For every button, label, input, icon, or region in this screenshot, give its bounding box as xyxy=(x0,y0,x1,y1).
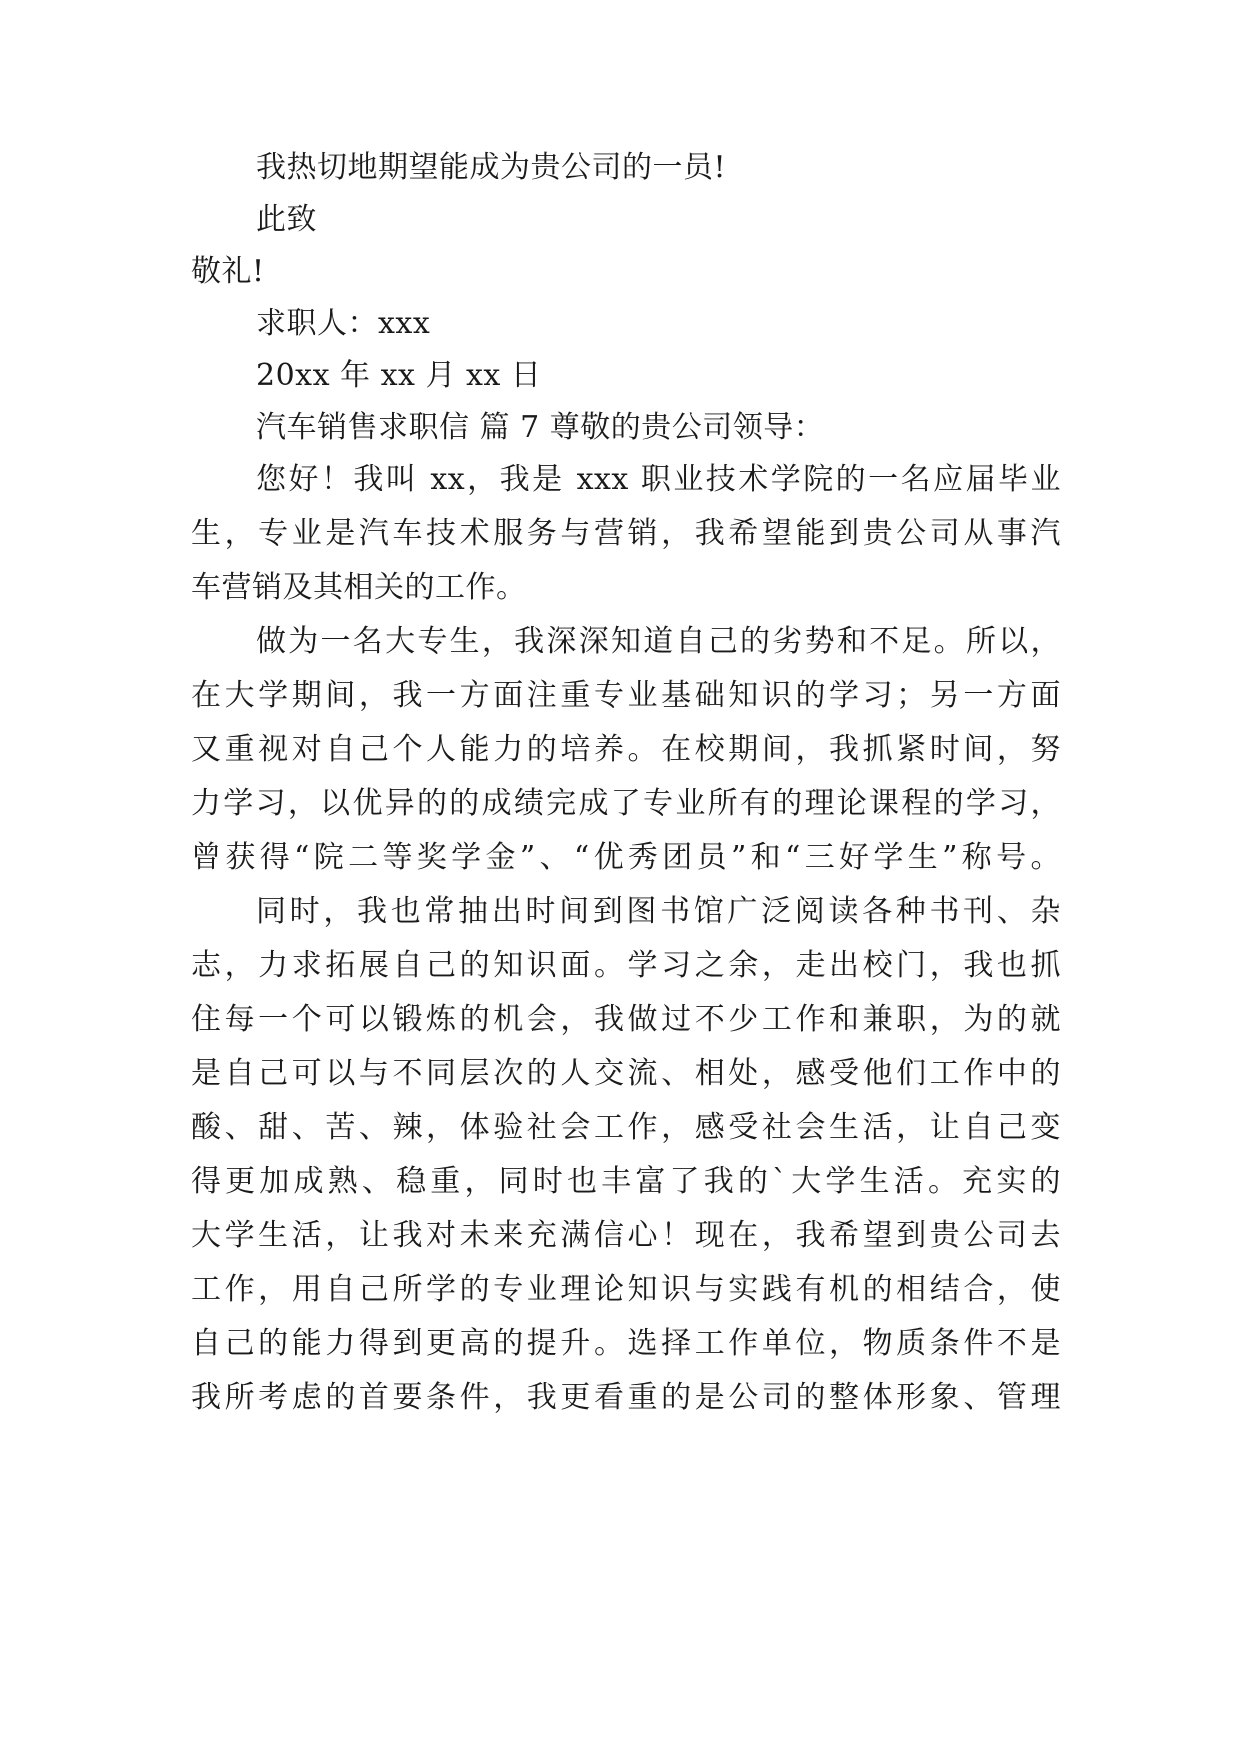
paragraph-line: 在大学期间，我一方面注重专业基础知识的学习；另一方面 xyxy=(191,678,1061,713)
section-heading-line: 汽车销售求职信 篇 7 尊敬的贵公司领导： xyxy=(256,410,825,445)
paragraph-line: 生，专业是汽车技术服务与营销，我希望能到贵公司从事汽 xyxy=(191,516,1061,551)
paragraph-line: 力学习，以优异的的成绩完成了专业所有的理论课程的学习， xyxy=(191,786,1061,821)
closing-wish-line: 我热切地期望能成为贵公司的一员! xyxy=(256,150,727,185)
date-line: 20xx 年 xx 月 xx 日 xyxy=(256,358,542,393)
paragraph-line: 车营销及其相关的工作。 xyxy=(191,570,527,605)
paragraph-line: 我所考虑的首要条件，我更看重的是公司的整体形象、管理 xyxy=(191,1380,1061,1415)
paragraph-line: 做为一名大专生，我深深知道自己的劣势和不足。所以， xyxy=(256,624,1061,659)
regards-line: 敬礼! xyxy=(191,254,265,289)
paragraph-line: 住每一个可以锻炼的机会，我做过不少工作和兼职，为的就 xyxy=(191,1002,1061,1037)
applicant-line: 求职人：xxx xyxy=(256,306,431,341)
paragraph-line: 酸、甜、苦、辣，体验社会工作，感受社会生活，让自己变 xyxy=(191,1110,1061,1145)
paragraph-line: 是自己可以与不同层次的人交流、相处，感受他们工作中的 xyxy=(191,1056,1061,1091)
paragraph-line: 工作，用自己所学的专业理论知识与实践有机的相结合，使 xyxy=(191,1272,1061,1307)
paragraph-line: 自己的能力得到更高的提升。选择工作单位，物质条件不是 xyxy=(191,1326,1061,1361)
salutation-line: 此致 xyxy=(256,202,317,237)
paragraph-line: 又重视对自己个人能力的培养。在校期间，我抓紧时间，努 xyxy=(191,732,1061,767)
paragraph-line: 同时，我也常抽出时间到图书馆广泛阅读各种书刊、杂 xyxy=(256,894,1061,929)
paragraph-line: 曾获得“院二等奖学金”、“优秀团员”和“三好学生”称号。 xyxy=(191,840,1061,875)
paragraph-line: 大学生活，让我对未来充满信心！现在，我希望到贵公司去 xyxy=(191,1218,1061,1253)
paragraph-line: 得更加成熟、稳重，同时也丰富了我的`大学生活。充实的 xyxy=(191,1164,1061,1199)
paragraph-line: 志，力求拓展自己的知识面。学习之余，走出校门，我也抓 xyxy=(191,948,1061,983)
paragraph-line: 您好！我叫 xx，我是 xxx 职业技术学院的一名应届毕业 xyxy=(256,462,1061,497)
